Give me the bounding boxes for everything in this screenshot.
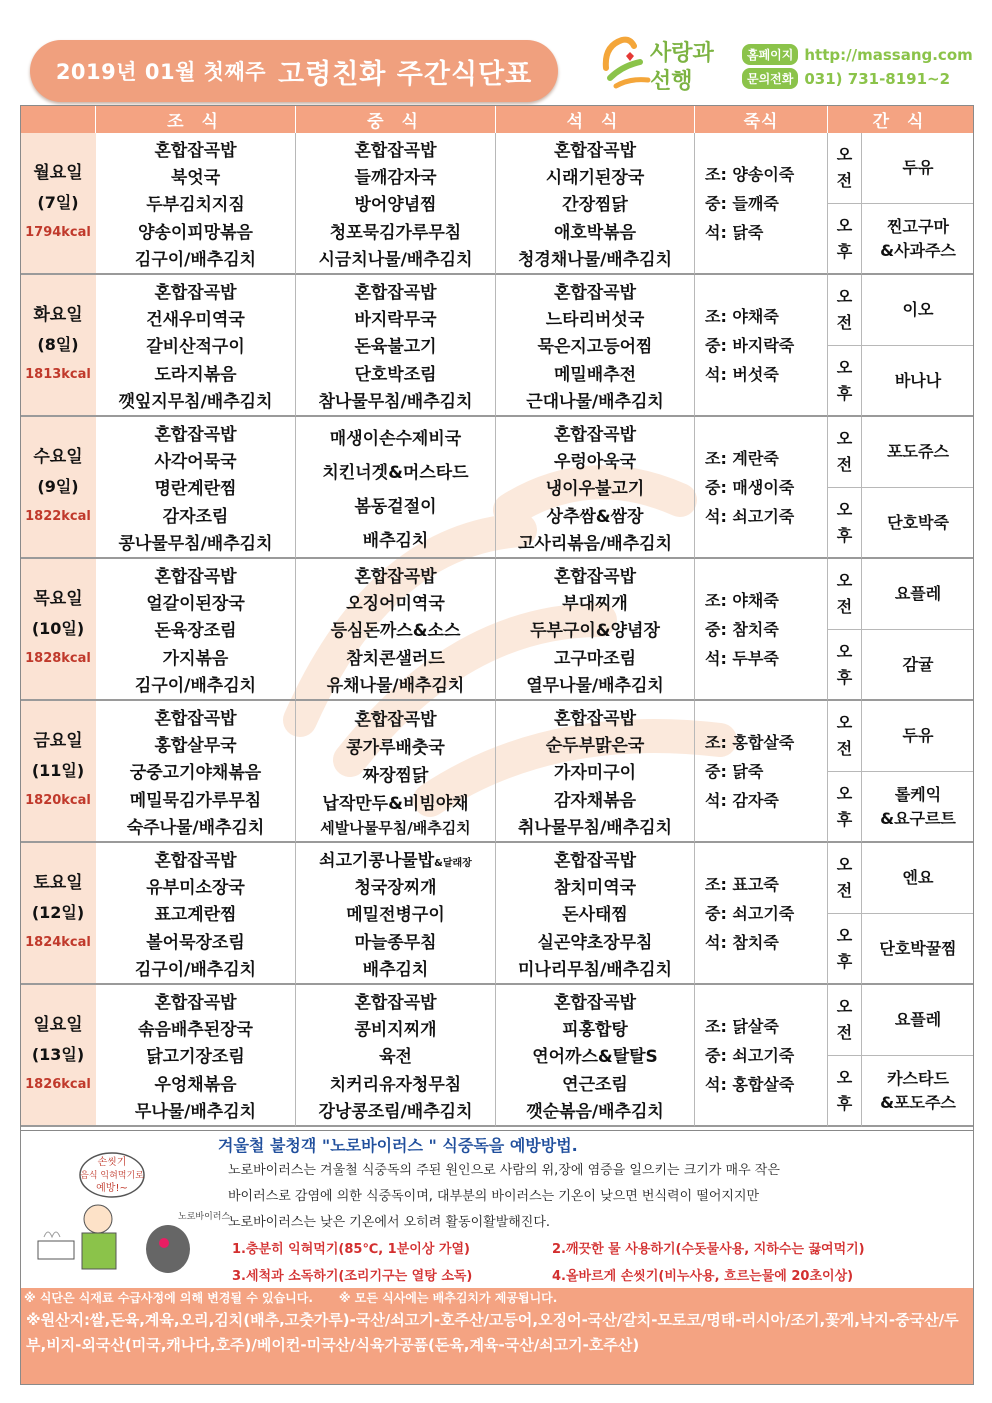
day-cell: [20, 843, 96, 985]
lunch-cell: [296, 701, 496, 843]
dinner-item: 혼합잡곡밥: [553, 141, 637, 162]
dinner-cell: [496, 133, 695, 275]
lunch-cell: [296, 985, 496, 1127]
porridge-item: 조: 양송이죽: [705, 164, 795, 184]
dinner-item: 혼합잡곡밥: [553, 567, 637, 588]
porridge-item: 조: 닭살죽: [705, 1016, 779, 1036]
day-kcal: 1826kcal: [25, 1077, 91, 1092]
snack-pm-label: [828, 772, 862, 843]
snack-am-label-1: 오: [836, 429, 853, 448]
dinner-cell: [496, 843, 695, 985]
porridge-cell: [695, 417, 828, 559]
breakfast-item: 무나물/배추김치: [134, 1101, 257, 1122]
snack-am-label-1: 오: [836, 571, 853, 590]
lunch-item: 쇠고기콩나물밥: [319, 851, 435, 872]
lunch-item-wrap: [319, 846, 472, 871]
breakfast-item: 혼합잡곡밥: [154, 283, 237, 304]
snack-pm-item: 찐고구마: [887, 216, 949, 236]
porridge-item: 석: 버섯죽: [705, 364, 779, 384]
snack-am-label-2: 전: [836, 739, 853, 758]
title-week: 2019년 01월 첫째주: [55, 60, 267, 84]
day-cell: [20, 133, 96, 275]
breakfast-item: 숙주나물/배추김치: [126, 817, 265, 838]
snack-am-cell: [862, 133, 974, 204]
breakfast-cell: [96, 985, 296, 1127]
snack-pm-item: 감귤: [902, 654, 934, 674]
day-date: (7일): [37, 193, 79, 212]
day-date: (13일): [31, 1045, 85, 1064]
dinner-item: 메밀배추전: [553, 364, 637, 385]
cartoon-text-3: 예방!~: [96, 1183, 128, 1194]
porridge-item: 중: 바지락죽: [705, 335, 795, 355]
porridge-item: 조: 야채죽: [705, 306, 779, 326]
snack-pm-label: [828, 204, 862, 275]
snack-am-cell: [862, 843, 974, 914]
phone-label: 문의전화: [742, 68, 798, 89]
snack-pm-label-2: 후: [836, 241, 853, 261]
snack-pm-label: [828, 1056, 862, 1127]
homepage-link[interactable]: http://massang.com: [804, 45, 973, 64]
dinner-item: 감자채볶음: [553, 790, 637, 811]
porridge-cell: [695, 275, 828, 417]
snack-pm-label-2: 후: [836, 1093, 853, 1113]
tip-2: 2.깨끗한 물 사용하기(수돗물사용, 지하수는 끓여먹기): [552, 1242, 865, 1257]
lunch-item: 배추김치: [362, 959, 429, 980]
breakfast-item: 우엉채볶음: [154, 1074, 237, 1095]
lunch-item: 혼합잡곡밥: [354, 993, 437, 1014]
breakfast-item: 궁중고기야채볶음: [129, 763, 262, 784]
info-paragraph-line2: 바이러스로 감염에 의한 식중독이며, 대부분의 바이러스는 기온이 낮으면 번식력이 떨어지지만: [228, 1189, 760, 1204]
snack-am-item: 포도쥬스: [887, 442, 949, 461]
norovirus-info-box: [20, 1130, 974, 1288]
lunch-item: 유채나물/배추김치: [326, 675, 465, 696]
header-blank: [20, 105, 96, 133]
dinner-item: 간장찜닭: [562, 195, 628, 216]
lunch-item: 치킨너겟&머스타드: [322, 462, 469, 483]
notice-bar: [20, 1288, 974, 1306]
snack-pm-cell: [862, 1056, 974, 1127]
breakfast-item: 김구이/배추김치: [134, 249, 257, 270]
breakfast-item: 표고계란찜: [154, 905, 237, 926]
day-cell: [20, 417, 96, 559]
dinner-item: 혼합잡곡밥: [553, 283, 637, 304]
snack-pm-item: 롤케익: [894, 784, 942, 804]
title-banner: [30, 40, 558, 102]
breakfast-item: 혼합잡곡밥: [154, 851, 237, 872]
snack-pm-label-2: 후: [836, 383, 853, 403]
snack-am-label: [828, 275, 862, 346]
day-date: (8일): [37, 335, 79, 354]
dinner-item: 근대나물/배추김치: [526, 391, 664, 412]
day-date: (11일): [31, 761, 85, 780]
lunch-item: 혼합잡곡밥: [354, 709, 437, 730]
dinner-item: 순두부맑은국: [545, 736, 645, 757]
day-date: (10일): [31, 619, 85, 638]
porridge-item: 석: 참치죽: [705, 932, 779, 952]
day-date: (12일): [31, 903, 85, 922]
lunch-item: 바지락무국: [354, 310, 437, 331]
dinner-item: 연어까스&탈탈S: [532, 1047, 658, 1068]
snack-am-label-2: 전: [836, 313, 853, 332]
day-kcal: 1813kcal: [25, 367, 91, 382]
lunch-item: 배추김치: [362, 530, 429, 551]
day-kcal: 1822kcal: [25, 509, 91, 524]
dinner-item: 부대찌개: [562, 594, 628, 615]
lunch-cell: [296, 559, 496, 701]
breakfast-item: 도라지볶음: [154, 364, 237, 385]
breakfast-item: 혼합잡곡밥: [154, 425, 237, 446]
snack-am-cell: [862, 275, 974, 346]
dinner-item: 청경채나물/배추김치: [517, 249, 672, 270]
snack-pm-label-1: 오: [836, 783, 853, 803]
info-title: 겨울철 불청객 "노로바이러스 " 식중독을 예방방법.: [218, 1136, 578, 1155]
porridge-item: 조: 홍합살죽: [705, 732, 795, 752]
phone-row: [742, 68, 950, 89]
day-name: 토요일: [33, 873, 83, 893]
day-name: 화요일: [33, 305, 83, 325]
dinner-item: 시래기된장국: [545, 168, 645, 189]
dinner-item: 혼합잡곡밥: [553, 851, 637, 872]
lunch-cell: [296, 133, 496, 275]
lunch-item: 봄동겉절이: [354, 496, 437, 517]
lunch-item: 육전: [379, 1047, 412, 1068]
porridge-item: 조: 야채죽: [705, 590, 779, 610]
lunch-item: 시금치나물/배추김치: [318, 249, 473, 270]
dinner-item: 두부구이&양념장: [530, 621, 660, 642]
dinner-item: 가자미구이: [553, 763, 637, 784]
day-cell: [20, 701, 96, 843]
lunch-item: 강낭콩조림/배추김치: [318, 1101, 473, 1122]
snack-am-label: [828, 417, 862, 488]
snack-pm-label-1: 오: [836, 1067, 853, 1087]
breakfast-item: 솎음배추된장국: [138, 1020, 253, 1041]
dinner-item: 깻순볶음/배추김치: [526, 1101, 664, 1122]
dinner-item: 참치미역국: [553, 878, 637, 899]
breakfast-item: 갈비산적구이: [146, 337, 245, 358]
porridge-item: 조: 계란죽: [705, 448, 779, 468]
porridge-item: 석: 홍합살죽: [705, 1074, 795, 1094]
snack-pm-label-2: 후: [836, 951, 853, 971]
breakfast-item: 메밀묵김가루무침: [129, 790, 262, 811]
lunch-item: 청국장찌개: [354, 878, 437, 899]
snack-pm-label-2: 후: [836, 525, 853, 545]
snack-pm-item: &요구르트: [880, 808, 956, 828]
header-porridge: 죽식: [695, 105, 828, 133]
breakfast-item: 북엇국: [170, 168, 221, 189]
page-title: 고령친화 주간식단표: [278, 58, 533, 90]
dinner-item: 열무나물/배추김치: [526, 675, 664, 696]
tip-1: 1.충분히 익혀먹기(85℃, 1분이상 가열): [232, 1242, 470, 1257]
lunch-item: 짜장찜닭: [362, 765, 429, 786]
snack-am-label-1: 오: [836, 287, 853, 306]
dinner-item: 우렁아욱국: [553, 452, 637, 473]
dinner-item: 혼합잡곡밥: [553, 993, 637, 1014]
day-name: 일요일: [33, 1015, 83, 1035]
snack-pm-label: [828, 914, 862, 985]
breakfast-cell: [96, 133, 296, 275]
snack-pm-label: [828, 488, 862, 559]
dinner-cell: [496, 559, 695, 701]
lunch-item: 단호박조림: [354, 364, 437, 385]
snack-pm-label: [828, 346, 862, 417]
snack-pm-item: 카스타드: [887, 1068, 949, 1088]
dinner-item: 고구마조림: [553, 648, 637, 669]
breakfast-item: 혼합잡곡밥: [154, 709, 237, 730]
breakfast-item: 명란계란찜: [154, 479, 237, 500]
header-lunch: 중 식: [296, 105, 496, 133]
dinner-item: 애호박볶음: [553, 222, 637, 243]
snack-am-label-2: 전: [836, 881, 853, 900]
lunch-cell: [296, 417, 496, 559]
snack-pm-cell: [862, 914, 974, 985]
header-dinner: 석 식: [496, 105, 695, 133]
lunch-item: 혼합잡곡밥: [354, 283, 437, 304]
breakfast-item: 볼어묵장조림: [146, 932, 245, 953]
day-date: (9일): [37, 477, 79, 496]
porridge-cell: [695, 559, 828, 701]
porridge-item: 중: 쇠고기죽: [705, 903, 795, 923]
snack-pm-item: &포도주스: [880, 1092, 956, 1112]
breakfast-item: 감자조림: [162, 506, 229, 527]
lunch-item: 콩비지찌개: [354, 1020, 437, 1041]
brand-logo: [600, 32, 735, 96]
breakfast-cell: [96, 701, 296, 843]
breakfast-cell: [96, 843, 296, 985]
lunch-item: 매생이손수제비국: [329, 428, 462, 449]
porridge-item: 조: 표고죽: [705, 874, 779, 894]
lunch-item: 혼합잡곡밥: [354, 567, 437, 588]
snack-pm-label-1: 오: [836, 641, 853, 661]
dinner-item: 고사리볶음/배추김치: [517, 533, 672, 554]
day-kcal: 1820kcal: [25, 793, 91, 808]
breakfast-item: 두부김치지짐: [146, 195, 245, 216]
porridge-cell: [695, 843, 828, 985]
lunch-item: 세발나물무침/배추김치: [320, 818, 471, 837]
lunch-item: 청포묵김가루무침: [329, 222, 462, 243]
porridge-cell: [695, 133, 828, 275]
notice-kimchi: ※ 모든 식사에는 배추김치가 제공됩니다.: [338, 1290, 558, 1305]
porridge-item: 중: 참치죽: [705, 619, 779, 639]
breakfast-item: 양송이피망볶음: [138, 222, 253, 243]
dinner-item: 느타리버섯국: [545, 310, 645, 331]
snack-pm-cell: [862, 204, 974, 275]
porridge-item: 중: 쇠고기죽: [705, 1045, 795, 1065]
porridge-item: 중: 들깨죽: [705, 193, 779, 213]
snack-am-cell: [862, 417, 974, 488]
breakfast-item: 유부미소장국: [146, 878, 245, 899]
cartoon-text-2: 음식 익혀먹기로: [80, 1171, 144, 1181]
dinner-cell: [496, 275, 695, 417]
lunch-item: 들깨감자국: [354, 168, 437, 189]
snack-am-item: 요플레: [894, 1010, 942, 1029]
lunch-item: 메밀전병구이: [346, 905, 445, 926]
info-paragraph-line1: 노로바이러스는 겨울철 식중독의 주된 원인으로 사람의 위,장에 염증을 일으키는 크기가 매우 작은: [228, 1163, 780, 1178]
dinner-item: 냉이우불고기: [545, 479, 645, 500]
day-kcal: 1794kcal: [25, 225, 91, 240]
day-cell: [20, 559, 96, 701]
dinner-item: 돈사태찜: [562, 905, 628, 926]
logo-text-line1: 사랑과: [650, 41, 714, 66]
tip-4: 4.올바르게 손씻기(비누사용, 흐르는물에 20초이상): [552, 1269, 854, 1284]
snack-am-label-2: 전: [836, 1023, 853, 1042]
porridge-item: 석: 감자죽: [705, 790, 779, 810]
snack-pm-cell: [862, 488, 974, 559]
snack-pm-item: 바나나: [894, 370, 942, 390]
dinner-item: 연근조림: [562, 1074, 628, 1095]
phone-number: 031) 731-8191~2: [804, 69, 951, 88]
dinner-cell: [496, 701, 695, 843]
snack-am-label: [828, 133, 862, 204]
dinner-item: 피홍합탕: [562, 1020, 628, 1041]
breakfast-item: 깻잎지무침/배추김치: [118, 391, 273, 412]
breakfast-item: 사각어묵국: [154, 452, 237, 473]
porridge-cell: [695, 985, 828, 1127]
dinner-item: 미나리무침/배추김치: [517, 959, 672, 980]
breakfast-item: 닭고기장조림: [146, 1047, 245, 1068]
snack-pm-cell: [862, 630, 974, 701]
cartoon-virus-label: 노로바이러스: [178, 1212, 231, 1222]
breakfast-cell: [96, 417, 296, 559]
breakfast-cell: [96, 559, 296, 701]
snack-am-label-1: 오: [836, 145, 853, 164]
snack-pm-label-1: 오: [836, 357, 853, 377]
breakfast-item: 혼합잡곡밥: [154, 993, 237, 1014]
header-breakfast: 조 식: [96, 105, 296, 133]
lunch-item: 치커리유자청무침: [329, 1074, 462, 1095]
day-name: 월요일: [33, 163, 83, 183]
header-snack: 간 식: [828, 105, 974, 133]
porridge-item: 중: 닭죽: [705, 761, 764, 781]
homepage-label: 홈페이지: [742, 44, 798, 65]
snack-pm-label-1: 오: [836, 925, 853, 945]
snack-pm-cell: [862, 772, 974, 843]
snack-am-item: 두유: [902, 158, 934, 177]
origin-info: ※원산지:쌀,돈육,계육,오리,김치(배추,고춧가루)-국산/쇠고기-호주산/고등어,오징어-국산/갈치-모로코/명태-러시아/조기,꽃게,낙지-중국산/두부,비지-외국산(미국,캐나다,호주)/베이컨-미국산/식육가공품(돈육,계육-국산/쇠고기-호주산): [20, 1306, 974, 1385]
snack-am-item: 요플레: [894, 584, 942, 603]
dinner-item: 실곤약초장무침: [537, 932, 653, 953]
snack-am-label-1: 오: [836, 997, 853, 1016]
day-name: 목요일: [33, 589, 83, 609]
porridge-item: 석: 쇠고기죽: [705, 506, 795, 526]
snack-pm-cell: [862, 346, 974, 417]
snack-am-label-2: 전: [836, 171, 853, 190]
cartoon-text-1: 손씻기: [97, 1157, 127, 1168]
breakfast-item: 가지볶음: [162, 648, 229, 669]
logo-text-line2: 선행: [650, 69, 693, 94]
lunch-item: 혼합잡곡밥: [354, 141, 437, 162]
breakfast-item: 얼갈이된장국: [146, 594, 245, 615]
lunch-item: 참나물무침/배추김치: [318, 391, 473, 412]
notice-menu-change: ※ 식단은 식재료 수급사정에 의해 변경될 수 있습니다.: [24, 1290, 313, 1305]
lunch-item: 방어양념찜: [354, 195, 437, 216]
lunch-item: 납작만두&비빔야채: [322, 793, 469, 814]
snack-pm-label-1: 오: [836, 215, 853, 235]
snack-pm-label-2: 후: [836, 667, 853, 687]
dinner-item: 묵은지고등어찜: [537, 337, 653, 358]
info-paragraph-line3: 노로바이러스는 낮은 기온에서 오히려 활동이활발해진다.: [228, 1215, 551, 1230]
snack-am-item: 엔요: [902, 868, 934, 887]
breakfast-cell: [96, 275, 296, 417]
porridge-item: 석: 두부죽: [705, 648, 779, 668]
lunch-item: 콩가루배춧국: [346, 737, 445, 758]
day-kcal: 1828kcal: [25, 651, 91, 666]
dinner-item: 상추쌈&쌈장: [546, 506, 644, 527]
day-name: 수요일: [33, 447, 83, 467]
snack-am-label-2: 전: [836, 597, 853, 616]
snack-pm-item: 단호박꿀찜: [879, 938, 957, 958]
breakfast-item: 홍합살무국: [154, 736, 237, 757]
day-cell: [20, 985, 96, 1127]
snack-pm-label-2: 후: [836, 809, 853, 829]
breakfast-item: 혼합잡곡밥: [154, 567, 237, 588]
breakfast-item: 김구이/배추김치: [134, 675, 257, 696]
snack-am-item: 이오: [902, 300, 934, 319]
porridge-item: 석: 닭죽: [705, 222, 764, 242]
breakfast-item: 김구이/배추김치: [134, 959, 257, 980]
dinner-cell: [496, 417, 695, 559]
porridge-cell: [695, 701, 828, 843]
lunch-cell: [296, 275, 496, 417]
snack-am-label-1: 오: [836, 855, 853, 874]
snack-am-label-2: 전: [836, 455, 853, 474]
hands-heart-icon: [600, 32, 652, 92]
lunch-item: 참치콘샐러드: [346, 648, 445, 669]
day-kcal: 1824kcal: [25, 935, 91, 950]
lunch-item: 마늘종무침: [354, 932, 437, 953]
breakfast-item: 콩나물무침/배추김치: [118, 533, 273, 554]
lunch-item: 오징어미역국: [346, 594, 445, 615]
snack-am-cell: [862, 701, 974, 772]
breakfast-item: 혼합잡곡밥: [154, 141, 237, 162]
day-name: 금요일: [33, 731, 83, 751]
day-cell: [20, 275, 96, 417]
breakfast-item: 건새우미역국: [146, 310, 245, 331]
lunch-item: 등심돈까스&소스: [330, 621, 461, 642]
handwashing-cartoon: [28, 1141, 231, 1281]
snack-am-label: [828, 843, 862, 914]
porridge-item: 중: 매생이죽: [705, 477, 795, 497]
breakfast-item: 돈육장조림: [154, 621, 237, 642]
dinner-cell: [496, 985, 695, 1127]
snack-pm-item: 단호박죽: [887, 512, 949, 532]
snack-pm-label-1: 오: [836, 499, 853, 519]
snack-am-label: [828, 701, 862, 772]
snack-am-label: [828, 559, 862, 630]
homepage-row: [742, 44, 973, 65]
lunch-item: 돈육불고기: [354, 337, 437, 358]
snack-am-item: 두유: [902, 726, 934, 745]
lunch-item-suffix: &달래장: [434, 858, 472, 870]
dinner-item: 혼합잡곡밥: [553, 709, 637, 730]
dinner-item: 취나물무침/배추김치: [517, 817, 672, 838]
dinner-item: 혼합잡곡밥: [553, 425, 637, 446]
snack-am-label: [828, 985, 862, 1056]
lunch-cell: [296, 843, 496, 985]
snack-am-label-1: 오: [836, 713, 853, 732]
snack-am-cell: [862, 985, 974, 1056]
snack-pm-item: &사과주스: [880, 240, 956, 260]
tip-3: 3.세척과 소독하기(조리기구는 열탕 소독): [232, 1269, 473, 1284]
snack-pm-label: [828, 630, 862, 701]
snack-am-cell: [862, 559, 974, 630]
